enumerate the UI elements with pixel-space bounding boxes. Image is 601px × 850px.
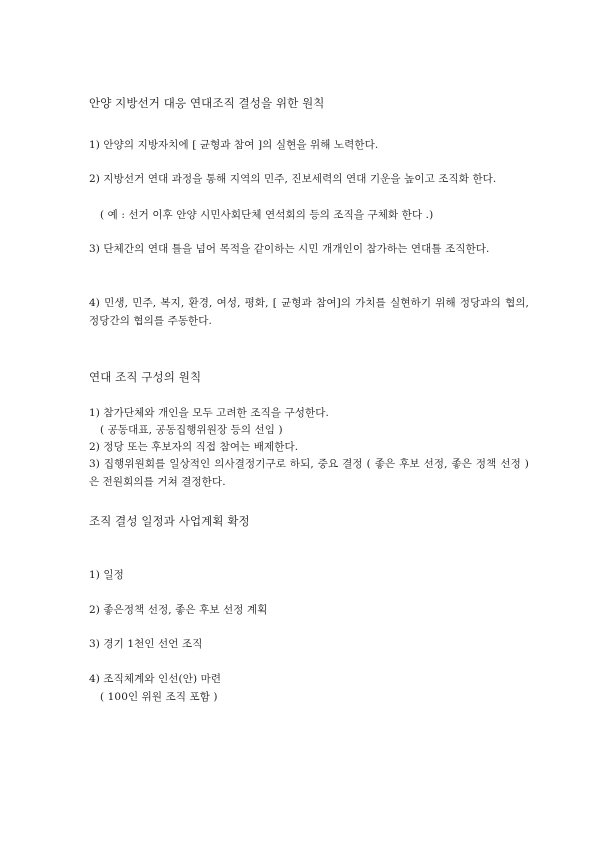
section2-item-1: 1) 참가단체와 개인을 모두 고려한 조직을 구성한다. <box>89 407 329 419</box>
section3-item-4-note: ( 100인 위원 조직 포함 ) <box>100 691 218 703</box>
section1-title: 안양 지방선거 대응 연대조직 결성을 위한 원칙 <box>89 96 325 110</box>
section2-item-2: 2) 정당 또는 후보자의 직접 참여는 배제한다. <box>89 441 299 453</box>
section3-title: 조직 결성 일정과 사업계획 확정 <box>89 514 250 528</box>
section3-item-4: 4) 조직체계와 인선(안) 마련 <box>89 673 222 685</box>
section1-item-4: 4) 민생, 민주, 복지, 환경, 여성, 평화, [ 균형과 참여]의 가치를 실현하기 위해 정당과의 협의, 정당간의 협의를 주동한다. <box>89 297 533 327</box>
section1-item-2: 2) 지방선거 연대 과정을 통해 지역의 민주, 진보세력의 연대 기운을 높이고 조직화 한다. <box>89 173 497 185</box>
section2-item-1-note: ( 공동대표, 공동집행위원장 등의 선임 ) <box>100 424 283 436</box>
section2-title: 연대 조직 구성의 원칙 <box>89 370 202 384</box>
section3-item-1: 1) 일정 <box>89 569 124 581</box>
section3-item-3: 3) 경기 1천인 선언 조직 <box>89 638 203 650</box>
section3-item-2: 2) 좋은정책 선정, 좋은 후보 선정 계획 <box>89 604 268 616</box>
section1-item-3: 3) 단체간의 연대 틀을 넘어 목적을 같이하는 시민 개개인이 참가하는 연대틀 조직한다. <box>89 243 490 255</box>
section2-item-3: 3) 집행위원회를 일상적인 의사결정기구로 하되, 중요 결정 ( 좋은 후보 선정, 좋은 정책 선정 )은 전원회의를 거쳐 결정한다. <box>89 458 529 488</box>
section1-item-2-note: ( 예 : 선거 이후 안양 시민사회단체 연석회의 등의 조직을 구체화 한다 .) <box>100 209 434 221</box>
section1-item-1: 1) 안양의 지방자치에 [ 균형과 참여 ]의 실현을 위해 노력한다. <box>89 139 379 151</box>
